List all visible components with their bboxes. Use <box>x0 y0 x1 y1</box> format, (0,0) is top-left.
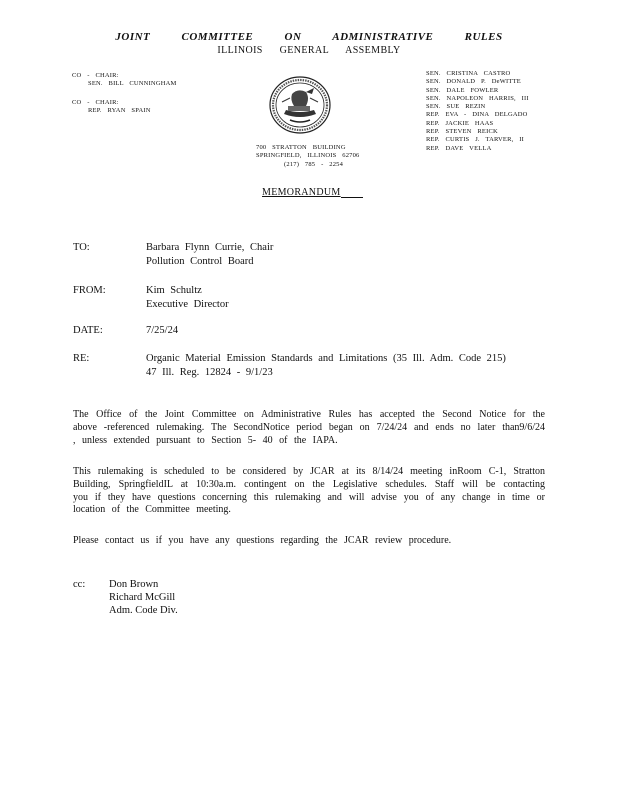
cc-recipient: Richard McGill <box>109 592 176 603</box>
memo-heading-text: MEMORANDUM <box>262 187 341 198</box>
co-chair-name: SEN. BILL CUNNINGHAM <box>88 80 177 88</box>
body-paragraph: Please contact us if you have any questions regarding the JCAR review procedure. <box>73 535 452 546</box>
body-paragraph: The Office of the Joint Committee on Administrative Rules has accepted the Second Notice for the above -referenced rulemaking. The SecondNotice period began on 7/24/24 and ends no later than9/6/24 , unless extended pursuant to Section 5- 40 of the IAPA. <box>73 409 545 446</box>
memo-to <box>73 241 553 271</box>
co-chair-name: REP. RYAN SPAIN <box>88 106 151 114</box>
assembly-subtitle: ILLINOIS GENERAL ASSEMBLY <box>217 45 401 56</box>
member-item: SEN. NAPOLEON HARRIS, III <box>426 94 529 102</box>
member-item: SEN. DALE FOWLER <box>426 86 499 94</box>
member-item: SEN. SUE REZIN <box>426 103 486 111</box>
memo-from <box>73 284 553 314</box>
address-city: SPRINGFIELD, ILLINOIS 62706 <box>256 152 360 160</box>
state-seal-icon <box>262 76 338 134</box>
date-label: DATE: <box>73 325 103 336</box>
to-label: TO: <box>73 242 90 253</box>
cc-recipient: Adm. Code Div. <box>109 605 178 616</box>
re-label: RE: <box>73 353 90 364</box>
co-chair-label: CO - CHAIR: <box>72 98 119 106</box>
address-phone: (217) 785 - 2254 <box>284 160 344 168</box>
member-item: REP. CURTIS J. TARVER, II <box>426 136 525 144</box>
member-item: REP. JACKIE HAAS <box>426 119 494 127</box>
memo-re <box>73 352 553 382</box>
member-item: REP. DAVE VELLA <box>426 144 492 152</box>
re-subject: Organic Material Emission Standards and Limitations (35 Ill. Adm. Code 215) <box>146 353 506 364</box>
committee-address <box>256 144 360 169</box>
from-title: Executive Director <box>146 299 229 310</box>
committee-title: JOINT COMMITTEE ON ADMINISTRATIVE RULES <box>115 31 503 43</box>
address-street: 700 STRATTON BUILDING <box>256 144 346 151</box>
memo-heading <box>262 187 363 198</box>
cc-recipient: Don Brown <box>109 579 159 590</box>
body-paragraph: This rulemaking is scheduled to be considered by JCAR at its 8/14/24 meeting inRoom C-1, Stratton Building, SpringfieldIL at 10:30a.m. contingent on the Legislative schedules. Staff will be contacting you if they have questions concerning this rulemaking and will advise you of any change in time or location of the Committee meeting. <box>73 466 545 516</box>
to-org: Pollution Control Board <box>146 256 254 267</box>
co-chair-label: CO - CHAIR: <box>72 72 119 79</box>
memo-date <box>73 324 553 340</box>
re-register: 47 Ill. Reg. 12824 - 9/1/23 <box>146 367 273 378</box>
member-item: SEN. DONALD P. DeWITTE <box>426 78 521 86</box>
to-name: Barbara Flynn Currie, Chair <box>146 242 274 253</box>
member-item: REP. EVA - DINA DELGADO <box>426 111 528 119</box>
from-name: Kim Schultz <box>146 285 202 296</box>
co-chairs-block <box>72 72 177 115</box>
from-label: FROM: <box>73 285 106 296</box>
cc-label: cc: <box>73 579 86 590</box>
date-value: 7/25/24 <box>146 325 179 336</box>
member-item: SEN. CRISTINA CASTRO <box>426 70 511 77</box>
member-item: REP. STEVEN REICK <box>426 128 498 136</box>
committee-members-list <box>426 70 529 153</box>
